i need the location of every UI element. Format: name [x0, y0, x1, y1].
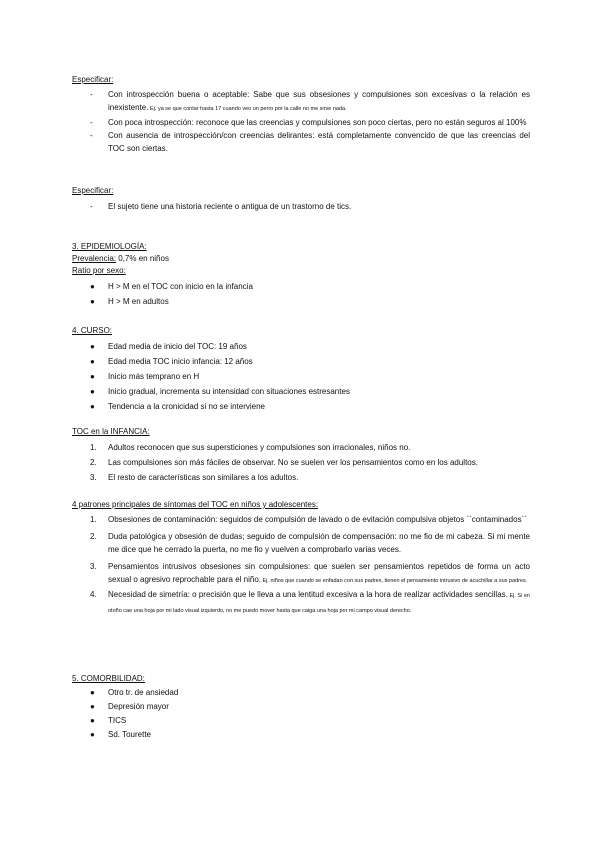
item-text: Inicio más temprano en H [108, 372, 200, 381]
list-item [72, 400, 530, 415]
item-text: Necesidad de simetría: o precisión que le lleva a una lentitud excesiva a la hora de realizar actividades sencillas. [108, 590, 508, 599]
list-item [72, 295, 530, 310]
number-marker: 1. [90, 515, 97, 524]
number-marker: 3. [90, 562, 97, 571]
ratio-label: Ratio por sexo: [72, 266, 126, 275]
section-heading: 5. COMORBILIDAD: [72, 674, 145, 683]
section-heading: TOC en la INFANCIA: [72, 427, 150, 436]
list-item [72, 116, 530, 129]
prevalence-line [72, 253, 530, 265]
item-text: El sujeto tiene una historia reciente o antigua de un trastorno de tics. [108, 202, 352, 211]
bullet-marker: ● [90, 342, 95, 351]
list-item [72, 340, 530, 355]
specifier-heading: Especificar: [72, 186, 114, 195]
list-item [72, 200, 530, 213]
course-section [72, 325, 530, 415]
item-text: Obsesiones de contaminación: seguidos de compulsión de lavado o de evitación compulsiva objetos ``contaminados´´ [108, 515, 527, 524]
bullet-marker: ● [90, 716, 95, 725]
childhood-section [72, 426, 530, 486]
list-item [72, 686, 530, 700]
list-item [72, 714, 530, 728]
item-text: Edad media de inicio del TOC: 19 años [108, 342, 247, 351]
specifier-heading: Especificar: [72, 75, 114, 84]
list-item [72, 588, 530, 618]
list-item [72, 370, 530, 385]
example-note: Ej. Si en otoño cae una hoja por mi lado visual izquierdo, no me puedo mover hasta que caiga una hoja por mi campo visual derecho. [108, 593, 530, 614]
item-text: El resto de características son similares a los adultos. [108, 473, 299, 482]
item-text: Con poca introspección: reconoce que las creencias y compulsiones son poco ciertas, pero no están seguros al 100% [108, 118, 527, 127]
item-text: Inicio gradual, incrementa su intensidad con situaciones estresantes [108, 387, 350, 396]
epidemiology-section [72, 241, 530, 310]
bullet-marker: ● [90, 688, 95, 697]
item-text: Adultos reconocen que sus supersticiones y compulsiones son irracionales, niños no. [108, 443, 411, 452]
list-item [72, 385, 530, 400]
bullet-marker: ● [90, 357, 95, 366]
number-marker: 1. [90, 443, 97, 452]
item-text: Duda patológica y obsesión de dudas; seguido de compulsión de compensación: no me fio de mi cabeza. Si mi mente me dice que he cerrado la puerta, no me fio y vuelven a comprobarlo varias veces. [108, 532, 530, 554]
section-heading: 3. EPIDEMIOLOGÍA: [72, 242, 147, 251]
number-marker: 2. [90, 532, 97, 541]
list-item [72, 530, 530, 556]
item-text: Depresión mayor [108, 702, 169, 711]
item-text: Pensamientos intrusivos obsesiones sin compulsiones: que suelen ser pensamientos repetidos de forma un acto sexual o agresivo reprochable para el niño. [108, 562, 530, 584]
item-text: TICS [108, 716, 127, 725]
dash-marker: - [90, 118, 93, 127]
specifier-section-2 [72, 185, 530, 213]
list-item [72, 88, 530, 116]
example-note: Ej. niños que cuando se enfadan con sus padres, tienen el pensamiento intrusivo de acuchillar a sus padres. [260, 578, 528, 584]
bullet-marker: ● [90, 282, 95, 291]
specifier-section-1 [72, 74, 530, 155]
patterns-section [72, 499, 530, 618]
number-marker: 3. [90, 473, 97, 482]
dash-marker: - [90, 90, 93, 99]
section-heading: 4. CURSO: [72, 326, 113, 335]
list-item [72, 456, 530, 471]
comorbidity-section [72, 673, 530, 742]
dash-marker: - [90, 131, 93, 140]
list-item [72, 471, 530, 486]
list-item [72, 441, 530, 456]
item-text: Las compulsiones son más fáciles de observar. No se suelen ver los pensamientos como en los adultos. [108, 458, 478, 467]
list-item [72, 560, 530, 588]
prevalence-label: Prevalencia: [72, 254, 117, 263]
prevalence-value: 0,7% en niños [116, 254, 169, 263]
list-item [72, 280, 530, 295]
bullet-marker: ● [90, 402, 95, 411]
item-text: Sd. Tourette [108, 730, 151, 739]
list-item [72, 513, 530, 526]
item-text: H > M en adultos [108, 297, 169, 306]
list-item [72, 700, 530, 714]
bullet-marker: ● [90, 372, 95, 381]
item-text: Edad media TOC inicio infancia: 12 años [108, 357, 253, 366]
number-marker: 4. [90, 590, 97, 599]
list-item [72, 355, 530, 370]
item-text: Con ausencia de introspección/con creencias delirantes: está completamente convencido de que las creencias del TOC son ciertas. [108, 131, 530, 153]
number-marker: 2. [90, 458, 97, 467]
bullet-marker: ● [90, 387, 95, 396]
list-item [72, 728, 530, 742]
item-text: Con introspección buena o aceptable: Sabe que sus obsesiones y compulsiones son excesivas o la relación es inexistente. [108, 90, 530, 112]
example-note: Ej. ya se que contar hasta 17 cuando veo un perro por la calle no me sirve nada. [148, 106, 347, 112]
bullet-marker: ● [90, 297, 95, 306]
bullet-marker: ● [90, 730, 95, 739]
item-text: H > M en el TOC con inicio en la infancia [108, 282, 253, 291]
item-text: Otro tr. de ansiedad [108, 688, 179, 697]
bullet-marker: ● [90, 702, 95, 711]
item-text: Tendencia a la cronicidad si no se interviene [108, 402, 265, 411]
dash-marker: - [90, 202, 93, 211]
list-item [72, 129, 530, 155]
section-heading: 4 patrones principales de síntomas del TOC en niños y adolescentes: [72, 500, 319, 509]
